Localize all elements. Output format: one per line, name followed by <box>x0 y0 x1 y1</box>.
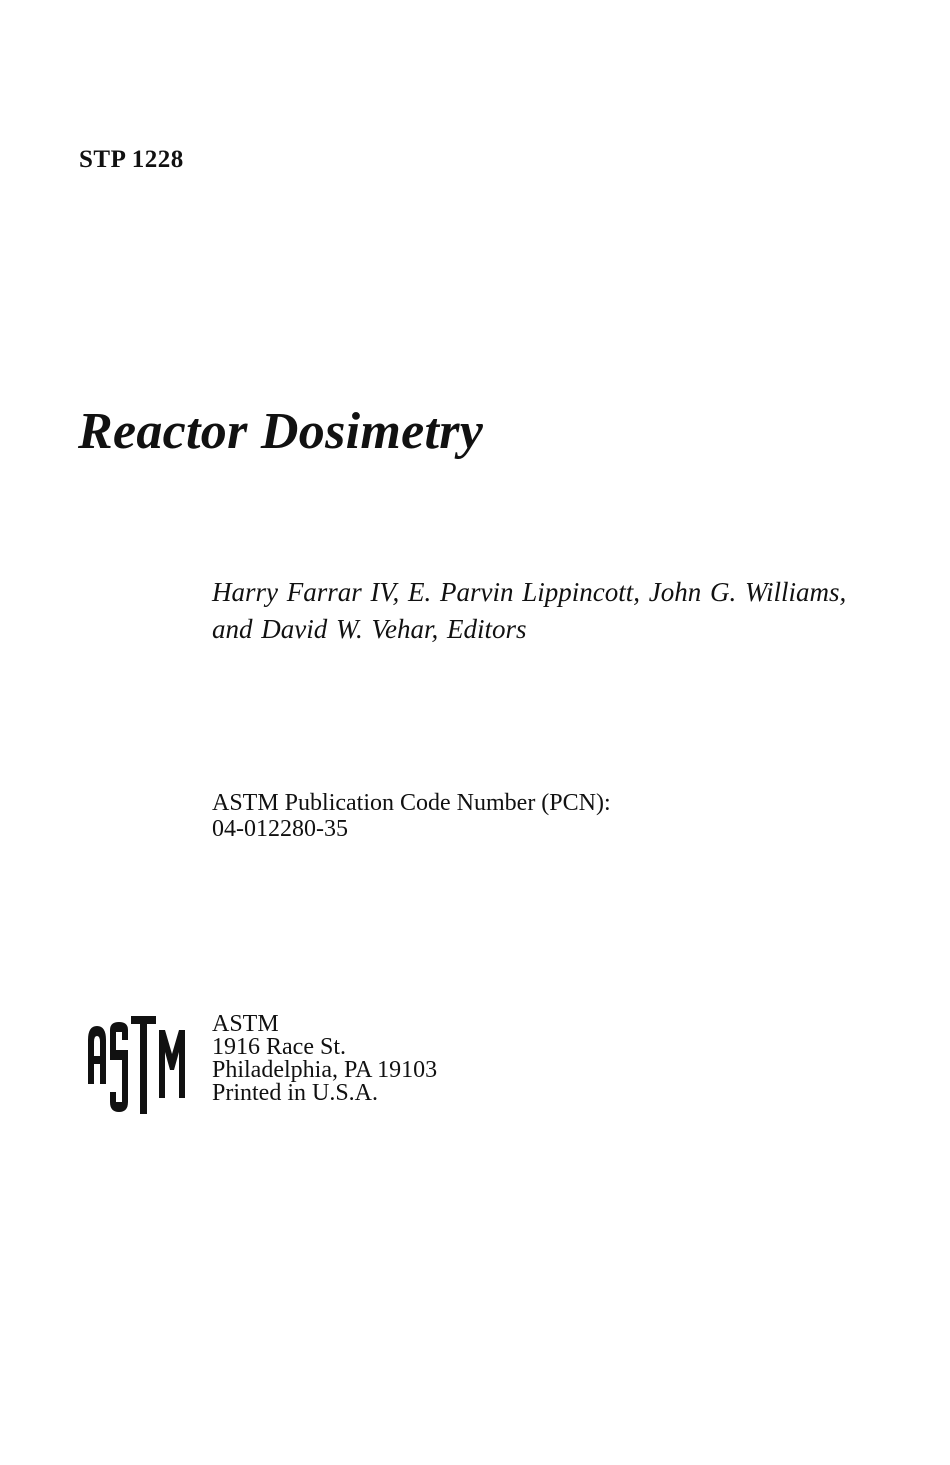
publication-code-number: 04-012280-35 <box>212 816 348 842</box>
series-number: STP 1228 <box>79 146 184 173</box>
book-title: Reactor Dosimetry <box>78 403 484 460</box>
publisher-street: 1916 Race St. <box>212 1034 346 1060</box>
publisher-city: Philadelphia, PA 19103 <box>212 1057 438 1083</box>
printed-in: Printed in U.S.A. <box>212 1080 379 1106</box>
publication-code-block <box>212 790 611 842</box>
publisher-name: ASTM <box>212 1011 279 1037</box>
astm-logo-icon <box>86 1010 186 1120</box>
publisher-address <box>212 1013 437 1105</box>
publication-code-label: ASTM Publication Code Number (PCN): <box>212 790 611 816</box>
editors-line: Harry Farrar IV, E. Parvin Lippincott, John G. Williams, and David W. Vehar, Editors <box>212 577 847 644</box>
